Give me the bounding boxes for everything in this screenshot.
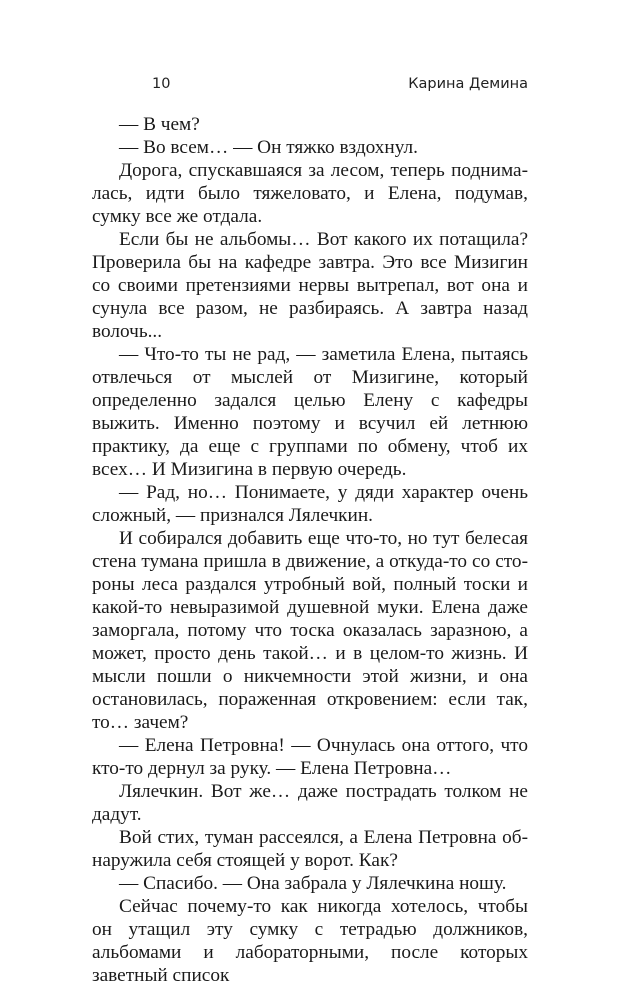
paragraph: — Во всем… — Он тяжко вздохнул. — [119, 137, 418, 158]
paragraph: — Рад, но… Понимаете, у дяди характер очень сложный, — признался Лялечкин. — [92, 482, 528, 526]
paragraph: И собирался добавить еще что-то, но тут белесая стена тумана пришла в движение, а откуда-то со стороны леса раздался утробный вой, полный тоски и какой-то невыразимой душевной муки. Елена даже заморгала, потому что тоска оказалась заразною, а может, просто день такой… и в целом-то жизнь. И мысли пошли о никчемности этой жизни, и она остановилась, пораженная откровением: если так, то… зачем? — [92, 528, 528, 733]
paragraph: — Что-то ты не рад, — заметила Елена, пытаясь отвлечься от мыслей от Мизигине, который определенно задался целью Елену с кафедры выжить. Именно поэтому и всучил ей летнюю практику, да еще с группами по обмену, чтоб их всех… И Мизигина в первую очередь. — [92, 344, 528, 480]
running-head-author: Карина Демина — [408, 76, 528, 92]
running-header — [92, 76, 528, 98]
paragraph: Если бы не альбомы… Вот какого их потащила? Проверила бы на кафедре завтра. Это все Мизигин со своими претензиями нервы вытрепал, вот она и сунула все разом, не разбираясь. А завтра назад волочь... — [92, 229, 528, 342]
paragraph: Вой стих, туман рассеялся, а Елена Петровна обнаружила себя стоящей у ворот. Как? — [92, 827, 528, 871]
body-text — [92, 113, 528, 987]
paragraph: Лялечкин. Вот же… даже пострадать толком не дадут. — [92, 781, 528, 825]
paragraph: Сейчас почему-то как никогда хотелось, чтобы он утащил эту сумку с тетрадью должников, альбомами и лабораторными, после которых заветный список — [92, 896, 528, 986]
page-number: 10 — [152, 76, 171, 92]
paragraph: Дорога, спускавшаяся за лесом, теперь поднималась, идти было тяжеловато, и Елена, подумав, сумку все же отдала. — [92, 160, 528, 227]
paragraph: — Елена Петровна! — Очнулась она оттого, что кто-то дернул за руку. — Елена Петровна… — [92, 735, 528, 779]
paragraph: — В чем? — [119, 114, 200, 135]
paragraph: — Спасибо. — Она забрала у Лялечкина ношу. — [119, 873, 507, 894]
